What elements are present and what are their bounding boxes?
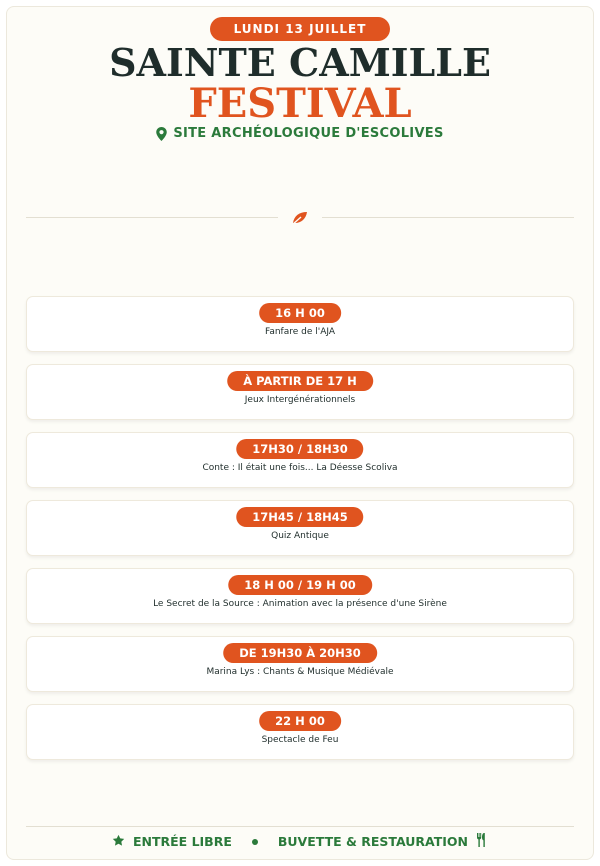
event-card [26, 500, 574, 556]
event-time: 22 H 00 [259, 711, 341, 731]
event-name: Marina Lys : Chants & Musique Médiévale [206, 667, 394, 677]
event-name: Jeux Intergénérationnels [244, 395, 356, 405]
event-card [26, 636, 574, 692]
divider-left [26, 217, 278, 218]
event-time: 17H30 / 18H30 [236, 439, 363, 459]
location [0, 126, 600, 141]
event-card [26, 568, 574, 624]
date-badge: LUNDI 13 JUILLET [210, 17, 390, 41]
event-card [26, 296, 574, 352]
title-line-1: SAINTE CAMILLE [109, 40, 491, 85]
event-name: Conte : Il était une fois... La Déesse Scoliva [202, 463, 398, 473]
event-card [26, 364, 574, 420]
event-card [26, 704, 574, 760]
footer [0, 833, 600, 850]
footer-divider [26, 826, 574, 827]
fork-knife-icon [476, 833, 488, 850]
separator-dot [252, 839, 258, 845]
map-pin-icon [156, 127, 167, 141]
footer-food: BUVETTE & RESTAURATION [277, 834, 469, 849]
event-name: Fanfare de l'AJA [264, 327, 336, 337]
event-name: Le Secret de la Source : Animation avec la présence d'une Sirène [153, 599, 447, 609]
leaf-icon [290, 209, 310, 227]
location-label: SITE ARCHÉOLOGIQUE D'ESCOLIVES [173, 126, 444, 141]
event-list [26, 296, 574, 772]
footer-entry: ENTRÉE LIBRE [132, 834, 232, 849]
event-time: DE 19H30 À 20H30 [223, 643, 377, 663]
event-card [26, 432, 574, 488]
event-time: 18 H 00 / 19 H 00 [228, 575, 372, 595]
event-name: Quiz Antique [271, 531, 329, 541]
title-line-2: FESTIVAL [188, 80, 412, 127]
star-icon [112, 834, 125, 850]
event-time: À PARTIR DE 17 H [227, 371, 373, 391]
event-name: Spectacle de Feu [261, 735, 339, 745]
divider-right [322, 217, 574, 218]
event-time: 16 H 00 [259, 303, 341, 323]
event-time: 17H45 / 18H45 [236, 507, 363, 527]
